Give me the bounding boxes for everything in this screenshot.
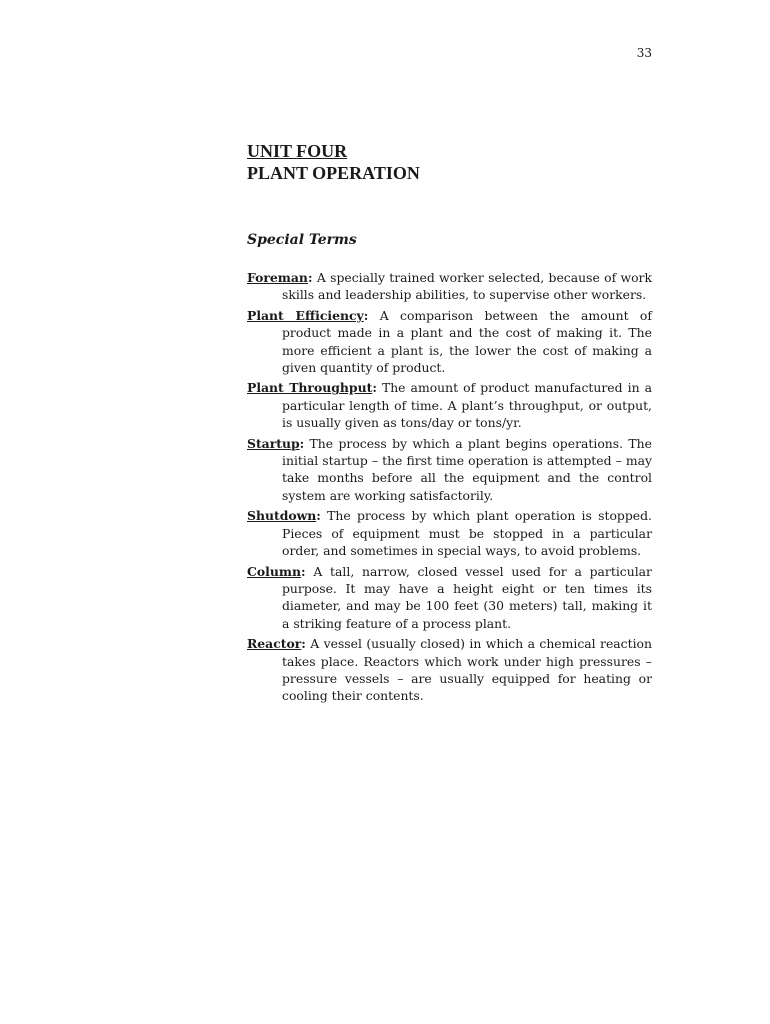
term-name: Column	[247, 563, 301, 579]
term-name: Startup	[247, 435, 300, 451]
term-entry: Plant Efficiency: A comparison between the amount of product made in a plant and the cost of making it. The more efficient a plant is, the lower the cost of making a given quantity of product.	[247, 307, 652, 376]
terms-list	[247, 269, 652, 708]
term-entry: Reactor: A vessel (usually closed) in which a chemical reaction takes place. Reactors which work under high pressures – pressure vessels – are usually equipped for heating or cooling their contents.	[247, 636, 652, 704]
section-heading: Special Terms	[247, 232, 357, 248]
term-entry: Startup: The process by which a plant begins operations. The initial startup – the first time operation is attempted – may take months before all the equipment and the control system are working satisfactorily.	[247, 435, 652, 503]
unit-title: PLANT OPERATION	[247, 163, 420, 183]
term-entry: Column: A tall, narrow, closed vessel used for a particular purpose. It may have a height eight or ten times its diameter, and may be 100 feet (30 meters) tall, making it a striking feature of a process plant.	[247, 563, 652, 631]
term-entry: Shutdown: The process by which plant operation is stopped. Pieces of equipment must be stopped in a particular order, and sometimes in special ways, to avoid problems.	[247, 508, 652, 559]
term-definition: The process by which a plant begins operations. The initial startup – the first time operation is attempted – may take months before all the equipment and the control system are working satisfactorily.	[282, 435, 652, 503]
term-definition: A tall, narrow, closed vessel used for a particular purpose. It may have a height eight or ten times its diameter, and may be 100 feet (30 meters) tall, making it a striking feature of a process plant.	[282, 563, 652, 631]
term-definition: The amount of product manufactured in a particular length of time. A plant’s throughput, or output, is usually given as tons/day or tons/yr.	[282, 380, 652, 431]
term-definition: A comparison between the amount of product made in a plant and the cost of making it. The more efficient a plant is, the lower the cost of making a given quantity of product.	[282, 307, 652, 376]
term-definition: A vessel (usually closed) in which a chemical reaction takes place. Reactors which work under high pressures – pressure vessels – are usually equipped for heating or cooling their contents.	[282, 636, 652, 704]
term-name: Shutdown	[247, 508, 317, 524]
term-name: Reactor	[247, 636, 302, 652]
term-entry: Foreman: A specially trained worker selected, because of work skills and leadership abilities, to supervise other workers.	[247, 270, 652, 303]
term-definition: The process by which plant operation is stopped. Pieces of equipment must be stopped in a particular order, and sometimes in special ways, to avoid problems.	[282, 508, 652, 559]
page-number: 33	[636, 46, 652, 60]
term-name: Foreman	[247, 270, 308, 285]
unit-heading	[247, 140, 420, 184]
term-name: Plant Throughput	[247, 380, 373, 396]
term-entry: Plant Throughput: The amount of product manufactured in a particular length of time. A plant’s throughput, or output, is usually given as tons/day or tons/yr.	[247, 380, 652, 431]
term-name: Plant Efficiency	[247, 307, 364, 323]
term-definition: A specially trained worker selected, because of work skills and leadership abilities, to supervise other workers.	[282, 270, 652, 303]
unit-label: UNIT FOUR	[247, 141, 348, 161]
